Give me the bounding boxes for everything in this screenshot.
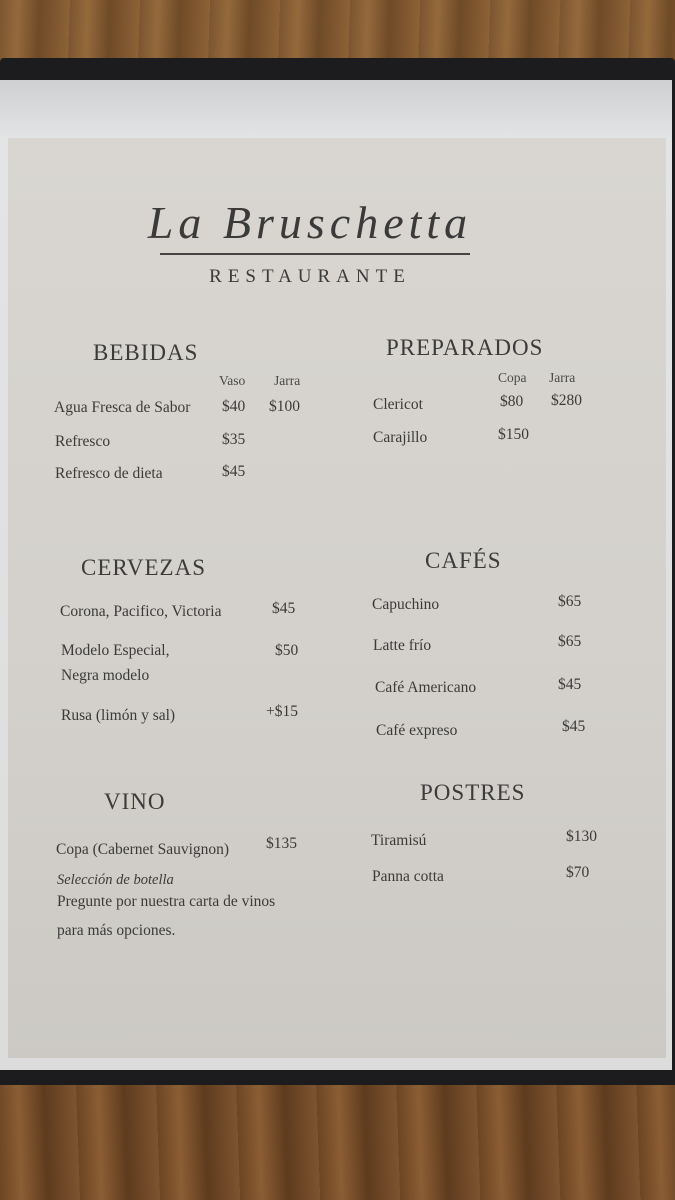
menu-item-price: $45 — [272, 600, 296, 617]
restaurant-name: La Bruschetta — [147, 197, 473, 248]
menu-item-price: $45 — [222, 463, 246, 480]
menu-item-price: $45 — [562, 718, 586, 735]
menu-item-name: Café expreso — [376, 722, 458, 739]
menu-item-price: $280 — [551, 392, 582, 409]
menu-item-price: +$15 — [266, 703, 298, 720]
wine-note-line2: para más opciones. — [57, 922, 176, 939]
menu-item-name: Latte frío — [373, 637, 432, 654]
menu-item-price: $80 — [500, 393, 524, 410]
menu-item-price: $65 — [558, 593, 582, 610]
wine-note-line1: Pregunte por nuestra carta de vinos — [57, 893, 276, 910]
menu-item-price: $35 — [222, 431, 246, 448]
menu-item-name: Modelo Especial, — [61, 642, 170, 659]
menu-item-name: Refresco de dieta — [55, 465, 163, 482]
menu-item-name: Capuchino — [372, 596, 440, 613]
menu-item-price: $70 — [566, 864, 590, 881]
menu-item-price: $50 — [275, 642, 299, 659]
menu-item-price: $65 — [558, 633, 582, 650]
menu-item-price: $100 — [269, 398, 300, 415]
menu-item-name: Panna cotta — [372, 868, 444, 885]
column-header-vaso: Vaso — [219, 373, 246, 388]
section-title-cafes: CAFÉS — [425, 548, 502, 573]
column-header-jarra: Jarra — [274, 373, 301, 388]
menu-item-name: Copa (Cabernet Sauvignon) — [56, 841, 230, 858]
menu-item-price: $135 — [266, 835, 297, 852]
menu-item-name: Rusa (limón y sal) — [61, 707, 176, 724]
column-header-jarra: Jarra — [549, 370, 576, 385]
menu-item-price: $45 — [558, 676, 582, 693]
wood-table-top — [0, 0, 675, 62]
section-title-preparados: PREPARADOS — [386, 335, 544, 360]
menu-item-name: Corona, Pacifico, Victoria — [60, 603, 222, 620]
wine-selection-label: Selección de botella — [57, 872, 174, 888]
wood-table-bottom — [0, 1085, 675, 1200]
menu-item-name: Refresco — [55, 433, 111, 450]
menu-item-name-line2: Negra modelo — [61, 667, 150, 684]
column-header-copa: Copa — [498, 370, 527, 385]
menu-item-price: $150 — [498, 426, 529, 443]
menu-item-price: $40 — [222, 398, 246, 415]
menu-item-name: Clericot — [373, 396, 423, 413]
menu-item-name: Agua Fresca de Sabor — [54, 399, 191, 416]
restaurant-subtitle: RESTAURANTE — [209, 266, 411, 287]
section-title-vino: VINO — [104, 789, 166, 814]
section-title-bebidas: BEBIDAS — [93, 340, 199, 365]
section-title-postres: POSTRES — [420, 780, 526, 805]
menu-item-price: $130 — [566, 828, 597, 845]
title-divider — [160, 253, 470, 255]
menu-item-name: Café Americano — [375, 679, 477, 696]
section-title-cervezas: CERVEZAS — [81, 555, 206, 580]
menu-item-name: Carajillo — [373, 429, 428, 446]
menu-item-name: Tiramisú — [371, 832, 427, 849]
